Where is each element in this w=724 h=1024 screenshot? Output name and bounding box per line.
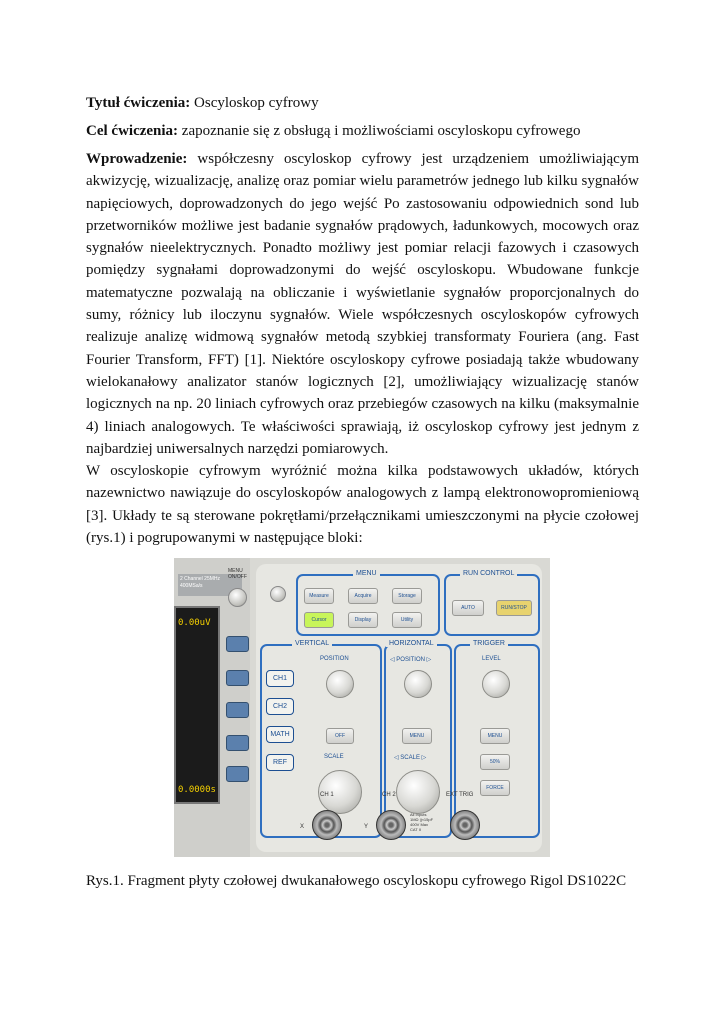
trigger-menu-button[interactable]: MENU bbox=[480, 728, 510, 744]
vertical-block bbox=[260, 640, 382, 838]
exercise-goal-label: Cel ćwiczenia: bbox=[86, 123, 179, 139]
introduction-text: współczesny oscyloskop cyfrowy jest urządzeniem umożliwiającym akwizycję, wizualizację, analizę oraz pomiar wielu parametrów jednego lub kilku sygnałów napięciowych, doprowadzonych do jego wejść Po zastosowaniu odpowiednich sond lub przetworników możliwe jest badanie sygnałów prądowych, ładunkowych, mocowych oraz sygnałów nieelektrycznych. Ponadto możliwy jest pomiar relacji fazowych i czasowych pomiędzy sygnałami doprowadzonymi do wejść oscyloskopu. Wbudowane funkcje matematyczne pozwalają na obliczanie i wyświetlanie sygnałów proporcjonalnych do sumy, różnicy lub iloczynu sygnałów. Wiele współczesnych oscyloskopów cyfrowych realizuje analizę widmową sygnałów metodą szybkiej transformaty Fouriera (ang. Fast Fourier Transform, FFT) [1]. Niektóre oscyloskopy cyfrowe posiadają także wbudowany wielokanałowy analizator stanów logicznych [2], umożliwiający wizualizację stanów logicznych na np. 20 liniach cyfrowych oraz przebiegów czasowych na kilku (maksymalnie 4) liniach analogowych. Te właściwości sprawiają, iż oscyloskop cyfrowy jest jednym z najbardziej uniwersalnych narzędzi pomiarowych. bbox=[86, 151, 639, 457]
acquire-button[interactable]: Acquire bbox=[348, 588, 378, 604]
run-control-block bbox=[444, 570, 540, 636]
math-button[interactable]: MATH bbox=[266, 726, 294, 743]
trigger-block bbox=[454, 640, 540, 838]
exercise-title bbox=[86, 92, 639, 114]
off-button[interactable]: OFF bbox=[326, 728, 354, 744]
horizontal-title: HORIZONTAL bbox=[386, 640, 437, 647]
vertical-title: VERTICAL bbox=[292, 640, 332, 647]
oscilloscope-figure bbox=[174, 558, 550, 857]
menu-onoff-label: MENU ON/OFF bbox=[228, 568, 247, 580]
trigger-title: TRIGGER bbox=[470, 640, 508, 647]
screen-bottom-value: 0.0000s bbox=[178, 785, 216, 795]
oscilloscope-screen bbox=[174, 606, 220, 804]
input-warning-label: All Inputs 1MΩ ||≈15pF 400V Max CAT II bbox=[410, 812, 434, 832]
trigger-level-label: LEVEL bbox=[482, 656, 501, 662]
softkey-5[interactable] bbox=[226, 766, 249, 782]
exercise-goal-value: zapoznanie się z obsługą i możliwościami oscyloskopu cyfrowego bbox=[178, 123, 581, 139]
multipurpose-knob[interactable] bbox=[270, 586, 286, 602]
ch1-button[interactable]: CH1 bbox=[266, 670, 294, 687]
model-label: 2 Channel 25MHz 400MSa/s bbox=[178, 574, 242, 596]
trigger-50-button[interactable]: 50% bbox=[480, 754, 510, 770]
screen-top-value: 0.00uV bbox=[178, 618, 211, 628]
vertical-position-label: POSITION bbox=[320, 656, 349, 662]
ch1-bnc-connector[interactable] bbox=[312, 810, 342, 840]
paragraph-blocks: W oscyloskopie cyfrowym wyróżnić można kilka podstawowych układów, których nazewnictwo nawiązuje do oscyloskopów analogowych z lampą elektronowopromieniową [3]. Układy te są sterowane pokrętłami/przełącznikami umieszczonymi na płycie czołowej (rys.1) i pogrupowanymi w następujące bloki: bbox=[86, 463, 639, 546]
horizontal-scale-knob[interactable] bbox=[396, 770, 440, 814]
ext-trig-bnc-connector[interactable] bbox=[450, 810, 480, 840]
ext-trig-label: EXT TRIG bbox=[446, 792, 474, 798]
ch2-bnc-connector[interactable] bbox=[376, 810, 406, 840]
ch2-button[interactable]: CH2 bbox=[266, 698, 294, 715]
horizontal-menu-button[interactable]: MENU bbox=[402, 728, 432, 744]
y-label: Y bbox=[364, 824, 369, 830]
storage-button[interactable]: Storage bbox=[392, 588, 422, 604]
measure-button[interactable]: Measure bbox=[304, 588, 334, 604]
introduction-paragraph bbox=[86, 148, 639, 460]
exercise-goal bbox=[86, 120, 639, 142]
introduction-label: Wprowadzenie: bbox=[86, 151, 188, 167]
control-panel bbox=[256, 564, 542, 852]
horizontal-position-knob[interactable] bbox=[404, 670, 432, 698]
vertical-position-knob[interactable] bbox=[326, 670, 354, 698]
horizontal-position-label: ◁ POSITION ▷ bbox=[390, 657, 432, 663]
vertical-scale-label: SCALE bbox=[324, 754, 344, 760]
ch1-input-label: CH 1 bbox=[320, 792, 334, 798]
menu-onoff-button[interactable] bbox=[228, 588, 247, 607]
softkey-2[interactable] bbox=[226, 670, 249, 686]
trigger-force-button[interactable]: FORCE bbox=[480, 780, 510, 796]
ref-button[interactable]: REF bbox=[266, 754, 294, 771]
softkey-4[interactable] bbox=[226, 735, 249, 751]
ch2-input-label: CH 2 bbox=[382, 792, 396, 798]
horizontal-scale-label: ◁ SCALE ▷ bbox=[394, 755, 427, 761]
figure-caption: Rys.1. Fragment płyty czołowej dwukanałowego oscyloskopu cyfrowego Rigol DS1022C bbox=[86, 873, 627, 889]
auto-button[interactable]: AUTO bbox=[452, 600, 484, 616]
screen-frame bbox=[174, 558, 250, 857]
run-stop-button[interactable]: RUN/STOP bbox=[496, 600, 532, 616]
exercise-title-label: Tytuł ćwiczenia: bbox=[86, 95, 191, 111]
softkey-3[interactable] bbox=[226, 702, 249, 718]
utility-button[interactable]: Utility bbox=[392, 612, 422, 628]
cursor-button[interactable]: Cursor bbox=[304, 612, 334, 628]
display-button[interactable]: Display bbox=[348, 612, 378, 628]
softkey-1[interactable] bbox=[226, 636, 249, 652]
menu-block-title: MENU bbox=[353, 570, 380, 577]
exercise-title-value: Oscyloskop cyfrowy bbox=[190, 95, 319, 111]
x-label: X bbox=[300, 824, 305, 830]
horizontal-block bbox=[384, 640, 452, 838]
trigger-level-knob[interactable] bbox=[482, 670, 510, 698]
run-control-title: RUN CONTROL bbox=[460, 570, 517, 577]
menu-block bbox=[296, 570, 440, 636]
